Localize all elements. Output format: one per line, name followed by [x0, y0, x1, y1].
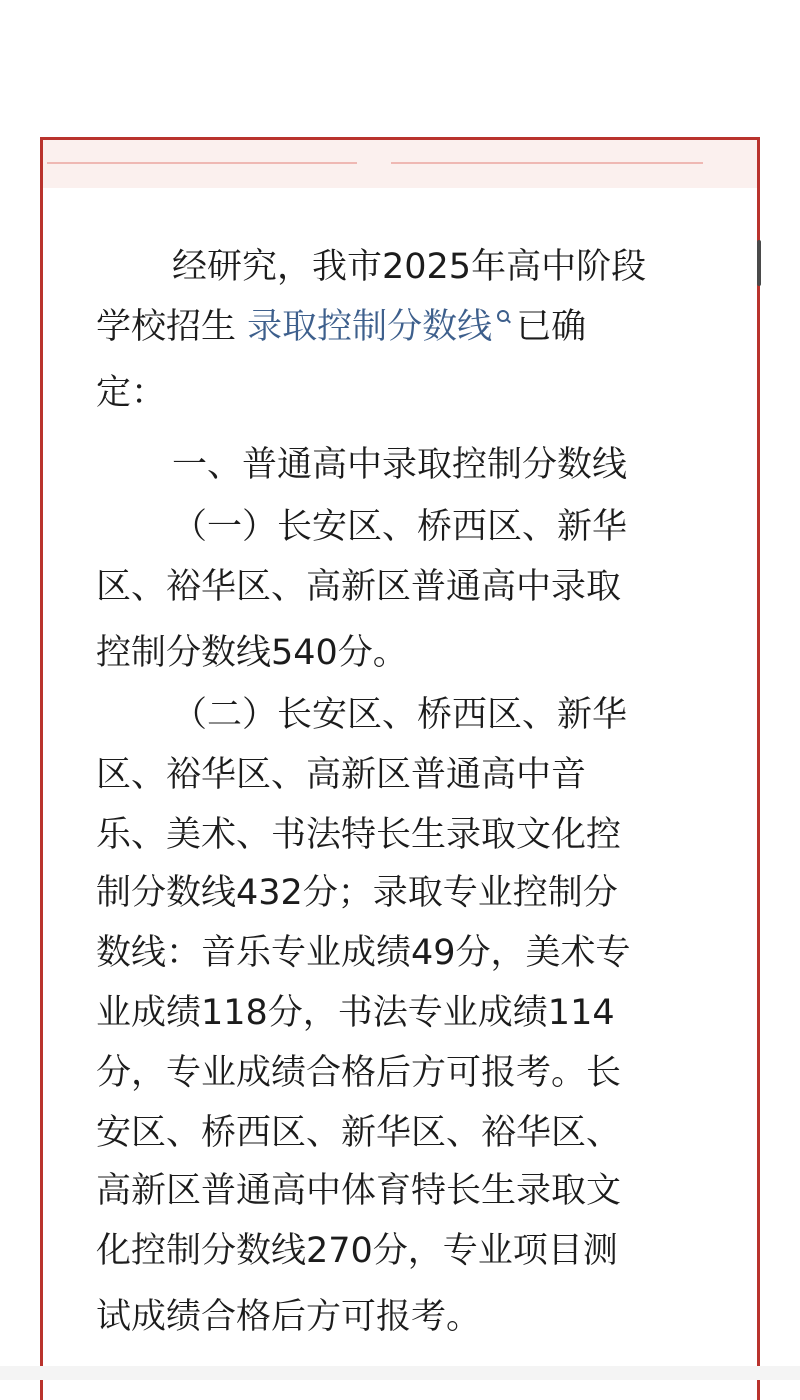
paragraph-line: （一）长安区、桥西区、新华: [172, 507, 628, 547]
paragraph-line: 分，专业成绩合格后方可报考。长: [96, 1053, 622, 1093]
paragraph-line: 安区、桥西区、新华区、裕华区、: [96, 1113, 622, 1153]
paragraph-line: 乐、美术、书法特长生录取文化控: [96, 815, 622, 855]
paragraph-line: [96, 307, 587, 347]
text-segment: 学校招生: [96, 307, 237, 347]
keyword-link[interactable]: 录取控制分数线: [247, 307, 493, 347]
section-heading: 一、普通高中录取控制分数线: [172, 445, 628, 485]
paragraph-line: 业成绩118分，书法专业成绩114: [96, 993, 615, 1033]
paragraph-line: 经研究，我市2025年高中阶段: [172, 247, 647, 287]
bottom-edge: [0, 1366, 800, 1380]
scrollbar-thumb[interactable]: [757, 240, 761, 286]
decorative-rule: [47, 162, 357, 164]
paragraph-line: 化控制分数线270分，专业项目测: [96, 1231, 618, 1271]
paragraph-line: 数线：音乐专业成绩49分，美术专: [96, 933, 631, 973]
paragraph-line: 定：: [96, 373, 167, 413]
paragraph-line: 制分数线432分；录取专业控制分: [96, 873, 618, 913]
search-icon[interactable]: [496, 310, 510, 338]
paragraph-line: 区、裕华区、高新区普通高中音: [96, 755, 587, 795]
paragraph-line: （二）长安区、桥西区、新华: [172, 695, 628, 735]
paragraph-line: 高新区普通高中体育特长生录取文: [96, 1171, 622, 1211]
decorative-rule: [391, 162, 703, 164]
text-segment: 已确: [516, 307, 587, 347]
paragraph-line: 试成绩合格后方可报考。: [96, 1297, 482, 1337]
paragraph-line: 区、裕华区、高新区普通高中录取: [96, 567, 622, 607]
header-band: [43, 140, 757, 188]
paragraph-line: 控制分数线540分。: [96, 633, 408, 673]
